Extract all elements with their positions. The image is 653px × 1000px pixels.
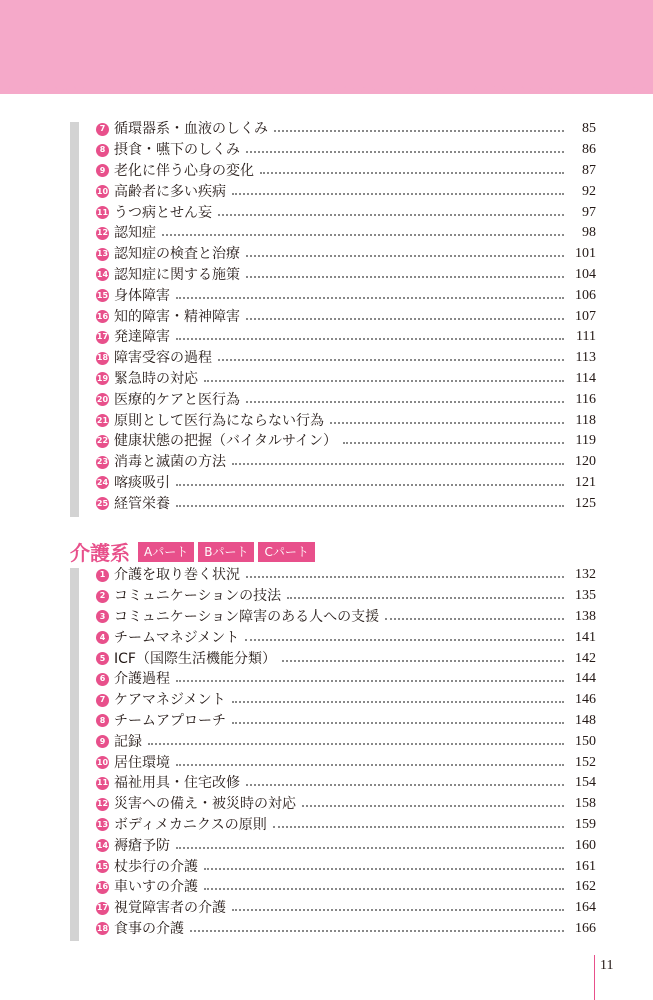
dot-leader xyxy=(176,297,564,299)
dot-leader xyxy=(246,401,564,403)
dot-leader xyxy=(232,701,564,703)
item-title: 災害への備え・被災時の対応 xyxy=(114,796,296,813)
item-page-number: 164 xyxy=(575,900,596,916)
item-title: 摂食・嚥下のしくみ xyxy=(114,142,240,159)
item-page-number: 116 xyxy=(575,391,596,407)
item-title: 消毒と滅菌の方法 xyxy=(114,454,226,471)
dot-leader xyxy=(343,442,564,444)
item-title: 視覚障害者の介護 xyxy=(114,900,226,917)
item-page-number: 132 xyxy=(575,567,596,583)
dot-leader xyxy=(176,505,564,507)
dot-leader xyxy=(330,422,564,424)
item-page-number: 98 xyxy=(582,225,596,241)
item-page-number: 101 xyxy=(575,246,596,262)
item-number-badge: 23 xyxy=(96,456,109,469)
dot-leader xyxy=(246,318,564,320)
toc-item xyxy=(96,627,596,648)
item-number-badge: 10 xyxy=(96,756,109,769)
dot-leader xyxy=(162,234,564,236)
item-number-badge: 12 xyxy=(96,227,109,240)
item-page-number: 86 xyxy=(582,142,596,158)
toc-item xyxy=(96,181,596,202)
toc-item xyxy=(96,607,596,628)
part-tag-c: Cパート xyxy=(258,542,314,562)
toc-item xyxy=(96,306,596,327)
toc-item xyxy=(96,669,596,690)
item-page-number: 104 xyxy=(575,266,596,282)
item-title: 車いすの介護 xyxy=(114,879,198,896)
item-number-badge: 21 xyxy=(96,414,109,427)
item-page-number: 158 xyxy=(575,796,596,812)
item-number-badge: 7 xyxy=(96,694,109,707)
item-title: 障害受容の過程 xyxy=(114,350,212,367)
item-title: 発達障害 xyxy=(114,329,170,346)
item-page-number: 118 xyxy=(575,412,596,428)
dot-leader xyxy=(246,255,564,257)
item-number-badge: 7 xyxy=(96,123,109,136)
dot-leader xyxy=(218,214,564,216)
item-page-number: 166 xyxy=(575,920,596,936)
dot-leader xyxy=(246,276,564,278)
item-page-number: 159 xyxy=(575,816,596,832)
item-page-number: 142 xyxy=(575,650,596,666)
item-title: 医療的ケアと医行為 xyxy=(114,391,240,408)
item-page-number: 85 xyxy=(582,121,596,137)
item-page-number: 87 xyxy=(582,162,596,178)
item-number-badge: 3 xyxy=(96,610,109,623)
item-number-badge: 16 xyxy=(96,881,109,894)
toc-list-section2 xyxy=(96,565,596,939)
page-number: 11 xyxy=(600,958,614,973)
item-number-badge: 13 xyxy=(96,248,109,261)
item-page-number: 97 xyxy=(582,204,596,220)
item-page-number: 113 xyxy=(575,350,596,366)
item-number-badge: 9 xyxy=(96,164,109,177)
toc-item xyxy=(96,815,596,836)
dot-leader xyxy=(302,805,564,807)
item-title: 記録 xyxy=(114,733,142,750)
item-page-number: 150 xyxy=(575,733,596,749)
dot-leader xyxy=(176,484,564,486)
dot-leader xyxy=(274,130,564,132)
toc-item xyxy=(96,794,596,815)
item-page-number: 162 xyxy=(575,879,596,895)
item-title: チームマネジメント xyxy=(114,629,240,646)
item-number-badge: 14 xyxy=(96,268,109,281)
toc-item xyxy=(96,327,596,348)
item-page-number: 160 xyxy=(575,837,596,853)
item-title: ボディメカニクスの原則 xyxy=(114,816,267,833)
item-page-number: 111 xyxy=(576,329,596,345)
item-number-badge: 6 xyxy=(96,673,109,686)
item-number-badge: 12 xyxy=(96,798,109,811)
toc-item xyxy=(96,389,596,410)
item-title: 緊急時の対応 xyxy=(114,370,198,387)
dot-leader xyxy=(282,660,564,662)
item-title: 経管栄養 xyxy=(114,495,170,512)
item-number-badge: 11 xyxy=(96,777,109,790)
item-number-badge: 9 xyxy=(96,735,109,748)
item-number-badge: 1 xyxy=(96,569,109,582)
item-title: 高齢者に多い疾病 xyxy=(114,183,226,200)
toc-item xyxy=(96,919,596,940)
item-title: 介護を取り巻く状況 xyxy=(114,567,240,584)
toc-item xyxy=(96,202,596,223)
item-page-number: 144 xyxy=(575,671,596,687)
dot-leader xyxy=(273,826,564,828)
item-number-badge: 20 xyxy=(96,393,109,406)
dot-leader xyxy=(204,888,564,890)
item-page-number: 114 xyxy=(575,370,596,386)
toc-item xyxy=(96,473,596,494)
item-title: 循環器系・血液のしくみ xyxy=(114,121,268,138)
item-title: 褥瘡予防 xyxy=(114,837,170,854)
item-number-badge: 25 xyxy=(96,497,109,510)
item-number-badge: 11 xyxy=(96,206,109,219)
item-number-badge: 2 xyxy=(96,590,109,603)
dot-leader xyxy=(176,680,564,682)
item-title: 認知症に関する施策 xyxy=(114,266,240,283)
dot-leader xyxy=(246,784,564,786)
item-page-number: 125 xyxy=(575,495,596,511)
item-page-number: 120 xyxy=(575,454,596,470)
section2-sidebar-bar xyxy=(70,568,79,941)
item-number-badge: 15 xyxy=(96,289,109,302)
item-page-number: 121 xyxy=(575,474,596,490)
section-title: 介護系 xyxy=(70,541,130,565)
item-title: 老化に伴う心身の変化 xyxy=(114,162,254,179)
item-page-number: 135 xyxy=(575,588,596,604)
toc-item xyxy=(96,752,596,773)
dot-leader xyxy=(204,868,564,870)
section-header xyxy=(70,537,315,566)
part-tag-a: Aパート xyxy=(138,542,194,562)
item-number-badge: 5 xyxy=(96,652,109,665)
item-title: 身体障害 xyxy=(114,287,170,304)
toc-item xyxy=(96,431,596,452)
item-number-badge: 13 xyxy=(96,818,109,831)
toc-item xyxy=(96,493,596,514)
dot-leader xyxy=(176,847,564,849)
item-title: コミュニケーションの技法 xyxy=(114,588,282,605)
dot-leader xyxy=(246,576,564,578)
toc-item xyxy=(96,648,596,669)
toc-item xyxy=(96,119,596,140)
item-number-badge: 8 xyxy=(96,714,109,727)
item-title: コミュニケーション障害のある人への支援 xyxy=(114,608,380,625)
toc-item xyxy=(96,711,596,732)
item-title: 福祉用具・住宅改修 xyxy=(114,775,240,792)
item-title: 認知症の検査と治療 xyxy=(114,246,240,263)
item-title: 介護過程 xyxy=(114,671,170,688)
dot-leader xyxy=(245,639,564,641)
dot-leader xyxy=(176,764,564,766)
toc-item xyxy=(96,285,596,306)
footer-divider xyxy=(594,955,595,1000)
dot-leader xyxy=(176,338,564,340)
item-title: 認知症 xyxy=(114,225,156,242)
dot-leader xyxy=(232,193,564,195)
item-number-badge: 8 xyxy=(96,144,109,157)
item-number-badge: 24 xyxy=(96,476,109,489)
toc-item xyxy=(96,690,596,711)
item-title: 杖歩行の介護 xyxy=(114,858,198,875)
item-page-number: 92 xyxy=(582,183,596,199)
toc-item xyxy=(96,835,596,856)
toc-item xyxy=(96,265,596,286)
item-number-badge: 19 xyxy=(96,372,109,385)
item-number-badge: 15 xyxy=(96,860,109,873)
item-number-badge: 4 xyxy=(96,631,109,644)
item-title: チームアプローチ xyxy=(114,712,226,729)
item-title: ICF（国際生活機能分類） xyxy=(114,650,276,667)
item-page-number: 106 xyxy=(575,287,596,303)
toc-item xyxy=(96,244,596,265)
item-page-number: 152 xyxy=(575,754,596,770)
item-title: 喀痰吸引 xyxy=(114,474,170,491)
toc-item xyxy=(96,452,596,473)
item-page-number: 146 xyxy=(575,692,596,708)
dot-leader xyxy=(204,380,564,382)
toc-item xyxy=(96,856,596,877)
item-number-badge: 18 xyxy=(96,352,109,365)
dot-leader xyxy=(260,172,564,174)
item-number-badge: 10 xyxy=(96,185,109,198)
toc-item xyxy=(96,877,596,898)
item-page-number: 154 xyxy=(575,775,596,791)
item-number-badge: 22 xyxy=(96,435,109,448)
toc-item xyxy=(96,223,596,244)
dot-leader xyxy=(148,743,564,745)
item-number-badge: 18 xyxy=(96,922,109,935)
item-number-badge: 17 xyxy=(96,331,109,344)
toc-item xyxy=(96,731,596,752)
toc-item xyxy=(96,410,596,431)
header-band xyxy=(0,0,653,94)
dot-leader xyxy=(287,597,564,599)
dot-leader xyxy=(385,618,564,620)
toc-item xyxy=(96,773,596,794)
toc-item xyxy=(96,140,596,161)
part-tag-b: Bパート xyxy=(198,542,254,562)
dot-leader xyxy=(232,463,564,465)
toc-item xyxy=(96,898,596,919)
toc-item xyxy=(96,586,596,607)
item-title: 健康状態の把握（バイタルサイン） xyxy=(114,433,338,450)
item-title: 知的障害・精神障害 xyxy=(114,308,240,325)
item-page-number: 148 xyxy=(575,712,596,728)
item-number-badge: 17 xyxy=(96,902,109,915)
toc-item xyxy=(96,369,596,390)
item-title: ケアマネジメント xyxy=(114,692,226,709)
dot-leader xyxy=(232,909,564,911)
scalloped-edge xyxy=(0,86,653,100)
item-title: 食事の介護 xyxy=(114,920,184,937)
item-page-number: 141 xyxy=(575,629,596,645)
item-page-number: 161 xyxy=(575,858,596,874)
dot-leader xyxy=(232,722,564,724)
item-page-number: 138 xyxy=(575,608,596,624)
item-number-badge: 14 xyxy=(96,839,109,852)
dot-leader xyxy=(190,930,564,932)
dot-leader xyxy=(218,359,564,361)
toc-item xyxy=(96,565,596,586)
item-page-number: 107 xyxy=(575,308,596,324)
dot-leader xyxy=(246,151,564,153)
section1-sidebar-bar xyxy=(70,122,79,517)
item-page-number: 119 xyxy=(575,433,596,449)
toc-list-section1 xyxy=(96,119,596,514)
item-title: 居住環境 xyxy=(114,754,170,771)
item-number-badge: 16 xyxy=(96,310,109,323)
toc-item xyxy=(96,161,596,182)
item-title: 原則として医行為にならない行為 xyxy=(114,412,324,429)
item-title: うつ病とせん妄 xyxy=(114,204,212,221)
toc-item xyxy=(96,348,596,369)
